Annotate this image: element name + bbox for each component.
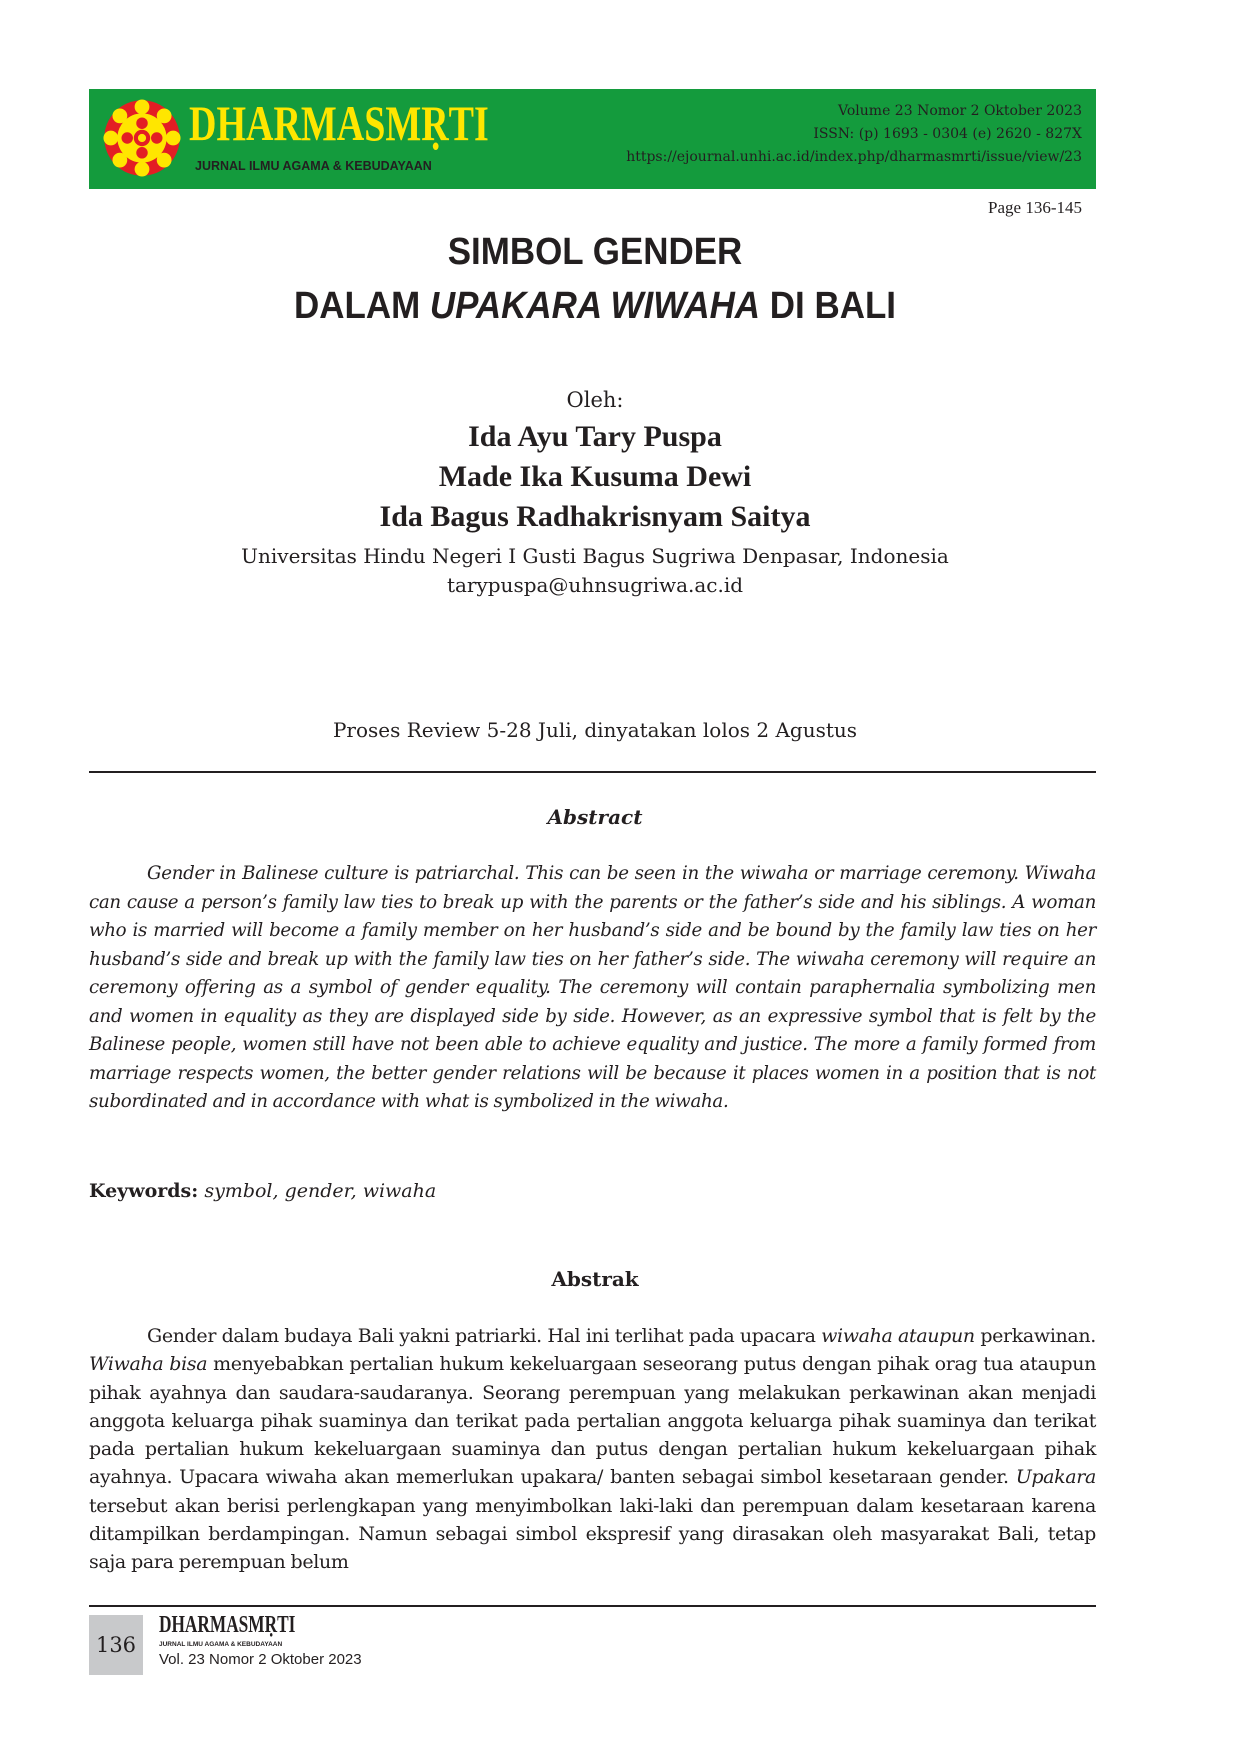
author-email[interactable]: tarypuspa@uhnsugriwa.ac.id: [446, 573, 744, 597]
footer-divider: [89, 1605, 1096, 1607]
title-line-1: SIMBOL GENDER: [447, 231, 743, 273]
affiliation: Universitas Hindu Negeri I Gusti Bagus Sugriwa Denpasar, Indonesia: [241, 544, 949, 568]
journal-header-banner: [89, 89, 1096, 189]
review-note: Proses Review 5-28 Juli, dinyatakan lolos 2 Agustus: [332, 718, 858, 742]
keywords-line: [89, 1180, 436, 1202]
mandala-logo-icon: [101, 97, 183, 179]
abstrak-text: Gender dalam budaya Bali yakni patriarki. Hal ini terlihat pada upacara wiwaha ataupun perkawinan. Wiwaha bisa menyebabkan pertalian hukum kekeluargaan seseorang putus dengan pihak orag tua ataupun pihak ayahnya dan saudara-saudaranya. Seorang perempuan yang melakukan perkawinan akan menjadi anggota keluarga pihak suaminya dan terikat pada pertalian anggota keluarga pihak suaminya dan terikat pada pertalian hukum kekeluargaan suaminya dan putus dengan pertalian hukum kekeluargaan pihak ayahnya. Upacara wiwaha akan memerlukan upakara/ banten sebagai simbol kesetaraan gender. Upakara tersebut akan berisi perlengkapan yang menyimbolkan laki-laki dan perempuan dalam kesetaraan karena ditampilkan berdampingan. Namun sebagai simbol ekspresif yang dirasakan oleh masyarakat Bali, tetap saja para perempuan belum: [89, 1325, 1096, 1574]
keywords-text: symbol, gender, wiwaha: [204, 1180, 437, 1202]
by-label: Oleh:: [566, 388, 624, 412]
page-number: 136: [89, 1615, 143, 1675]
journal-subtitle: JURNAL ILMU AGAMA & KEBUDAYAAN: [195, 159, 432, 173]
keywords-label: Keywords:: [89, 1180, 199, 1202]
issn-line: ISSN: (p) 1693 - 0304 (e) 2620 - 827X: [813, 126, 1082, 142]
author-name: Ida Bagus Radhakrisnyam Saitya: [379, 500, 811, 533]
issue-info: [626, 100, 1082, 169]
article-title: [48, 225, 1143, 333]
abstrak-heading: Abstrak: [551, 1267, 639, 1291]
journal-url[interactable]: https://ejournal.unhi.ac.id/index.php/dharmasmrti/issue/view/23: [626, 149, 1082, 165]
journal-name: DHARMASMṚTI: [189, 95, 489, 151]
volume-line: Volume 23 Nomor 2 Oktober 2023: [838, 103, 1082, 119]
page-range: Page 136-145: [988, 198, 1082, 217]
author-name: Ida Ayu Tary Puspa: [468, 420, 722, 453]
author-list: [0, 417, 1190, 537]
title-line-2: DALAM UPAKARA WIWAHA DI BALI: [293, 285, 897, 327]
abstract-heading: Abstract: [547, 805, 643, 829]
section-divider: [89, 771, 1096, 773]
footer-journal-name: DHARMASMṚTI: [159, 1612, 296, 1638]
affiliation-block: [0, 542, 1190, 600]
author-name: Made Ika Kusuma Dewi: [438, 460, 752, 493]
abstract-text: Gender in Balinese culture is patriarchal. This can be seen in the wiwaha or marriage ceremony. Wiwaha can cause a person’s family law ties to break up with the parents or the father’s side and his siblings. A woman who is married will become a family member on her husband’s side and be bound by the family law ties on her husband’s side and break up with the family law ties on her father’s side. The wiwaha ceremony will require an ceremony offering as a symbol of gender equality. The ceremony will contain paraphernalia symbolizing men and women in equality as they are displayed side by side. However, as an expressive symbol that is felt by the Balinese people, women still have not been able to achieve equality and justice. The more a family formed from marriage respects women, the better gender relations will be because it places women in a position that is not subordinated and in accordance with what is symbolized in the wiwaha.: [89, 863, 1096, 1112]
footer-journal-subtitle: JURNAL ILMU AGAMA & KEBUDAYAAN: [159, 1641, 283, 1648]
footer-volume: Vol. 23 Nomor 2 Oktober 2023: [159, 1651, 362, 1668]
